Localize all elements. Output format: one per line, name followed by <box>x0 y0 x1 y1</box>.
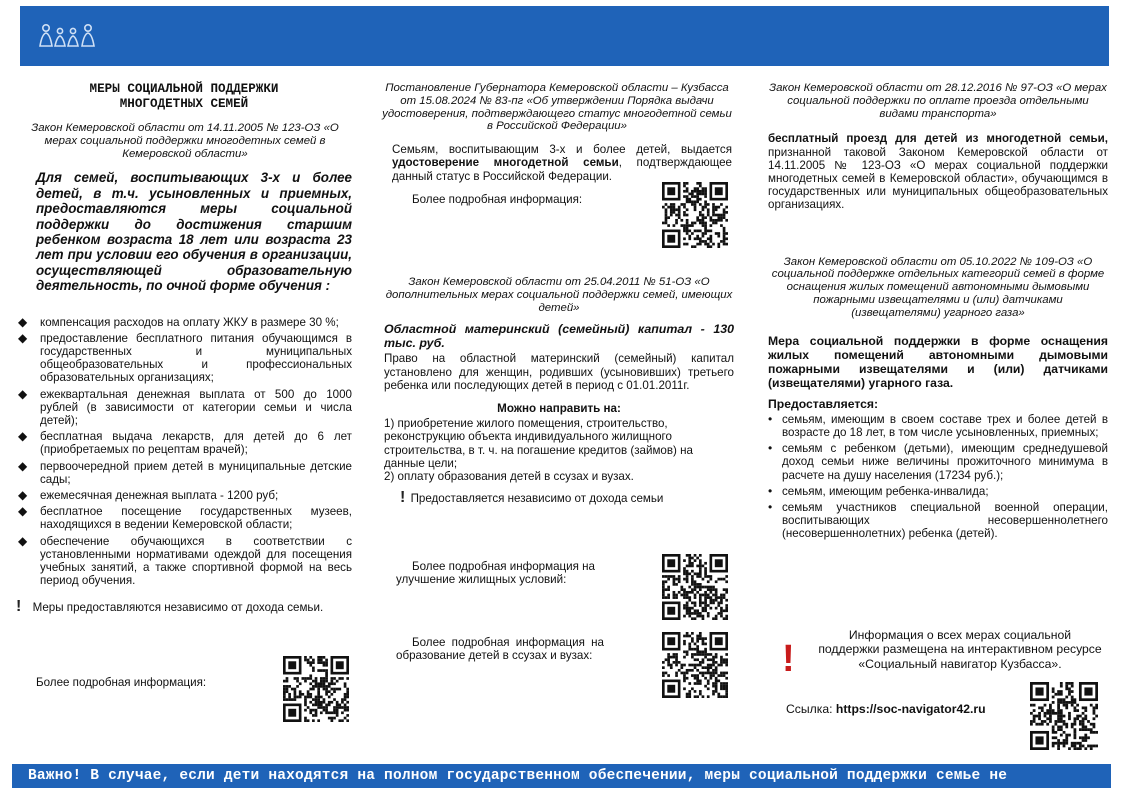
eligibility-text: Для семей, воспитывающих 3-х и более детей, в т.ч. усыновленных и приемных, предоставляются меры социальной поддержки до достижения старшим ребенком возраста 18 лет или возраста 23 лет при условии его обучения в организации, осуществляющей образовательную деятельность, по очной форме обучения : <box>36 170 352 294</box>
qr-code-icon[interactable] <box>1030 682 1098 750</box>
provided-list <box>768 413 1108 541</box>
qr-code-icon[interactable] <box>662 182 728 248</box>
list-item: ◆ предоставление бесплатного питания обучающимся в государственных и муниципальных общеобразовательных и профессиональных образовательных организациях; <box>18 330 352 385</box>
exclamation-icon: ! <box>782 638 795 680</box>
round-bullet-icon: • <box>768 500 773 515</box>
certificate-text: Семьям, воспитывающим 3-х и более детей, выдается удостоверение многодетной семьи, подтверждающее данный статус в Российской Федерации. <box>392 143 733 183</box>
direct-title: Можно направить на: <box>497 402 621 415</box>
list-item: ◆ ежеквартальная денежная выплата от 500 до 1000 рублей (в зависимости от категории семьи и числа детей); <box>18 386 352 428</box>
law-123-oz: Закон Кемеровской области от 14.11.2005 № 123-ОЗ «О мерах социальной поддержки многодетных семей в Кемеровской области» <box>31 122 339 160</box>
list-item: ◆ первоочередной прием детей в муниципальные детские сады; <box>18 458 352 486</box>
link-row <box>786 702 986 716</box>
diamond-bullet-icon: ◆ <box>18 314 28 329</box>
important-note-text: Важно! В случае, если дети находятся на полном государственном обеспечении, меры социальной поддержки семье не <box>28 768 1008 784</box>
qr-code-icon[interactable] <box>662 554 728 620</box>
law-109-oz: Закон Кемеровской области от 05.10.2022 № 109-ОЗ «О социальной поддержке отдельных категорий семей в форме оснащения жилых помещений автономными дымовыми пожарными извещателями и (или) датчиками (извещателями) угарного газа» <box>771 255 1105 319</box>
more-info-label-2: Более подробная информация: <box>412 193 583 206</box>
independent-note: ! Предоставляется независимо от дохода семьи <box>400 489 664 507</box>
list-item: • семьям с ребенком (детьми), имеющим среднедушевой доход семьи ниже величины прожиточного минимума в расчете на душу населения (17234 руб.); <box>768 441 1108 482</box>
list-item: • семьям участников специальной военной операции, воспитывающих несовершеннолетнего (несовершеннолетних) ребенка (детей). <box>768 500 1108 541</box>
main-title-line2: МНОГОДЕТНЫХ СЕМЕЙ <box>119 97 249 111</box>
list-item: ◆ обеспечение обучающихся в соответствии с установленными нормативами одеждой для посещения учебных занятий, а также спортивной формой на весь период обучения. <box>18 533 352 588</box>
law-51-oz: Закон Кемеровской области от 25.04.2011 № 51-ОЗ «О дополнительных мерах социальной поддержки семей, имеющих детей» <box>385 276 733 314</box>
list-item: • семьям, имеющим в своем составе трех и более детей в возрасте до 18 лет, в том числе усыновленных, приемных; <box>768 411 1108 439</box>
more-info-education: Более подробная информация на образование детей в ссузах и вузах: <box>396 636 604 663</box>
more-info-label-1: Более подробная информация: <box>36 676 207 689</box>
capital-text: Право на областной материнский (семейный) капитал установлено для женщин, родивших (усыновивших) третьего ребенка или последующих детей в период с 01.01.2011г. <box>384 352 734 392</box>
column-large-families <box>16 78 352 614</box>
diamond-bullet-icon: ◆ <box>18 330 28 345</box>
capital-title: Областной материнский (семейный) капитал - 130 тыс. руб. <box>384 322 734 351</box>
column-travel-detectors <box>768 78 1108 544</box>
decree-83-pg: Постановление Губернатора Кемеровской области – Кузбасса от 15.08.2024 № 83-пг «Об утверждении Порядка выдачи удостоверения, подтверждающего статус многодетной семьи в Российской Федерации» <box>382 82 732 133</box>
provided-title: Предоставляется: <box>768 396 879 411</box>
exclamation-icon: ! <box>400 489 406 507</box>
list-item: • семьям, имеющим ребенка-инвалида; <box>768 483 989 498</box>
family-logo-icon <box>36 20 100 50</box>
round-bullet-icon: • <box>768 411 773 426</box>
diamond-bullet-icon: ◆ <box>18 504 28 519</box>
qr-code-icon[interactable] <box>662 632 728 698</box>
detector-measure: Мера социальной поддержки в форме оснащения жилых помещений автономными дымовыми пожарными извещателями и (или) датчиками (извещателями) угарного газа. <box>768 333 1108 390</box>
diamond-bullet-icon: ◆ <box>18 386 28 401</box>
header-band <box>20 6 1109 66</box>
support-measures-list <box>16 316 352 588</box>
capital-section <box>384 276 734 505</box>
list-item: ◆ компенсация расходов на оплату ЖКУ в размере 30 %; <box>18 314 339 329</box>
diamond-bullet-icon: ◆ <box>18 429 28 444</box>
diamond-bullet-icon: ◆ <box>18 488 28 503</box>
navigator-link[interactable]: https://soc-navigator42.ru <box>835 702 986 716</box>
more-info-housing: Более подробная информация на улучшение жилищных условий: <box>396 560 596 587</box>
law-97-oz: Закон Кемеровской области от 28.12.2016 № 97-ОЗ «О мерах социальной поддержки по оплате проезда отдельными видами транспорта» <box>769 82 1107 120</box>
diamond-bullet-icon: ◆ <box>18 458 28 473</box>
diamond-bullet-icon: ◆ <box>18 533 28 548</box>
main-title <box>16 82 352 112</box>
exclamation-icon: ! <box>16 597 22 615</box>
free-travel-text: бесплатный проезд для детей из многодетной семьи, признанной таковой Законом Кемеровской области от 14.11.2005 № 123-ОЗ «О мерах социальной поддержки многодетных семей в Кемеровской области», обучающимся в государственных или муниципальных общеобразовательных организациях. <box>768 132 1108 212</box>
direct-option-2: 2) оплату образования детей в ссузах и вузах. <box>384 470 634 484</box>
list-item: ◆ бесплатное посещение государственных музеев, находящихся в ведении Кемеровской области; <box>18 504 352 532</box>
link-label: Ссылка: <box>786 702 836 716</box>
direct-option-1: 1) приобретение жилого помещения, строительство, реконструкцию объекта индивидуального жилищного строительства, в т. ч. на погашение кредитов (займов) на данные цели; <box>384 417 693 470</box>
main-title-line1: МЕРЫ СОЦИАЛЬНОЙ ПОДДЕРЖКИ <box>89 82 279 96</box>
list-item: ◆ ежемесячная денежная выплата - 1200 руб; <box>18 488 279 503</box>
income-note: ! Меры предоставляются независимо от дохода семьи. <box>16 597 324 615</box>
navigator-info: Информация о всех мерах социальной поддержки размещена на интерактивном ресурсе «Социальный навигатор Кузбасса». <box>818 628 1102 671</box>
qr-code-icon[interactable] <box>283 656 349 722</box>
list-item: ◆ бесплатная выдача лекарств, для детей до 6 лет (приобретаемых по рецептам врачей); <box>18 429 352 457</box>
round-bullet-icon: • <box>768 441 773 456</box>
round-bullet-icon: • <box>768 483 773 498</box>
column-certificate-capital <box>382 78 732 183</box>
important-note-band <box>12 764 1111 788</box>
